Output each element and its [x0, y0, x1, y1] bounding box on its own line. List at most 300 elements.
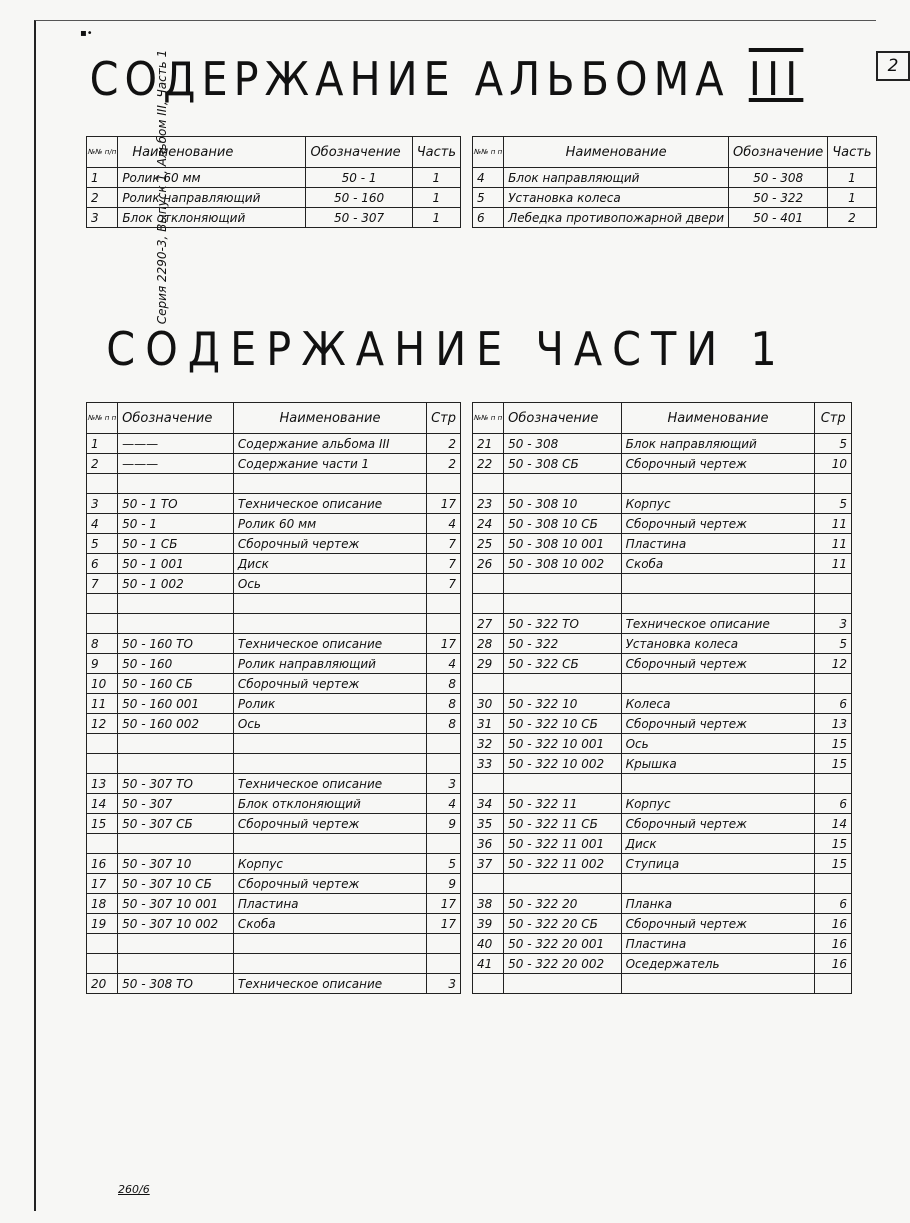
cell-name: Установка колеса — [504, 188, 729, 208]
cell-page: 6 — [815, 794, 852, 814]
cell-code — [504, 574, 621, 594]
col-name-header: Наименование — [621, 403, 815, 434]
table-row — [87, 554, 461, 574]
cell-name: Сборочный чертеж — [621, 814, 815, 834]
cell-code — [118, 614, 234, 634]
table-row — [87, 874, 461, 894]
table-header-row — [473, 137, 877, 168]
cell-name: Корпус — [621, 494, 815, 514]
table-row — [87, 454, 461, 474]
cell-name: Пластина — [621, 534, 815, 554]
cell-name: Сборочный чертеж — [233, 534, 426, 554]
cell-code: 50 - 307 СБ — [118, 814, 234, 834]
cell-code: ——— — [118, 454, 234, 474]
cell-n: 31 — [473, 714, 504, 734]
album-right-body — [473, 168, 877, 228]
cell-part: 1 — [828, 188, 876, 208]
cell-code: 50 - 307 ТО — [118, 774, 234, 794]
cell-code: 50 - 160 002 — [118, 714, 234, 734]
cell-code — [118, 594, 234, 614]
cell-name: Ролик 60 мм — [118, 168, 306, 188]
cell-name — [233, 474, 426, 494]
cell-page: 8 — [427, 714, 461, 734]
cell-part: 1 — [412, 188, 460, 208]
table-row — [473, 454, 852, 474]
table-row — [473, 714, 852, 734]
table-row — [87, 774, 461, 794]
cell-code: 50 - 1 — [306, 168, 412, 188]
cell-page: 9 — [427, 814, 461, 834]
table-row — [473, 188, 877, 208]
cell-page: 15 — [815, 734, 852, 754]
table-row — [87, 734, 461, 754]
cell-name: Блок направляющий — [504, 168, 729, 188]
table-row — [473, 734, 852, 754]
table-row — [473, 514, 852, 534]
table-row — [87, 834, 461, 854]
cell-n: 41 — [473, 954, 504, 974]
table-row — [473, 434, 852, 454]
cell-n: 7 — [87, 574, 118, 594]
cell-code: 50 - 322 10 — [504, 694, 621, 714]
cell-page: 14 — [815, 814, 852, 834]
cell-n — [473, 474, 504, 494]
cell-n: 5 — [473, 188, 504, 208]
cell-code: 50 - 322 11 002 — [504, 854, 621, 874]
cell-name: Сборочный чертеж — [621, 714, 815, 734]
cell-n — [87, 614, 118, 634]
part-right-body — [473, 434, 852, 994]
cell-n: 19 — [87, 914, 118, 934]
cell-page — [427, 734, 461, 754]
cell-name — [621, 474, 815, 494]
cell-n: 23 — [473, 494, 504, 514]
cell-n — [473, 874, 504, 894]
cell-n: 14 — [87, 794, 118, 814]
cell-name: Блок направляющий — [621, 434, 815, 454]
cell-code: 50 - 322 20 002 — [504, 954, 621, 974]
cell-page: 9 — [427, 874, 461, 894]
cell-name: Ролик направляющий — [233, 654, 426, 674]
cell-page: 17 — [427, 634, 461, 654]
cell-code — [504, 974, 621, 994]
cell-code: 50 - 1 — [118, 514, 234, 534]
col-name-header: Наименование — [118, 137, 306, 168]
cell-name — [621, 594, 815, 614]
table-row — [473, 814, 852, 834]
cell-n: 37 — [473, 854, 504, 874]
cell-name: Сборочный чертеж — [621, 654, 815, 674]
cell-name: Ролик направляющий — [118, 188, 306, 208]
cell-n — [473, 574, 504, 594]
album-roman-numeral: III — [748, 52, 804, 106]
cell-code: 50 - 322 — [504, 634, 621, 654]
cell-page — [815, 974, 852, 994]
cell-name: Блок отклоняющий — [233, 794, 426, 814]
col-num-header: №№ п п — [87, 403, 118, 434]
cell-page — [815, 594, 852, 614]
cell-page: 3 — [427, 774, 461, 794]
table-row — [87, 534, 461, 554]
col-part-header: Часть — [412, 137, 460, 168]
cell-n: 1 — [87, 168, 118, 188]
cell-code: 50 - 307 10 002 — [118, 914, 234, 934]
cell-name: Колеса — [621, 694, 815, 714]
table-row — [87, 894, 461, 914]
corner-mark: ▪• — [80, 28, 93, 39]
cell-code: 50 - 322 11 — [504, 794, 621, 814]
part-left-body — [87, 434, 461, 994]
cell-n: 22 — [473, 454, 504, 474]
cell-n: 24 — [473, 514, 504, 534]
col-page-header: Стр — [815, 403, 852, 434]
part-table-left — [86, 402, 461, 994]
cell-n: 9 — [87, 654, 118, 674]
cell-n: 30 — [473, 694, 504, 714]
cell-n: 3 — [87, 494, 118, 514]
cell-page: 8 — [427, 694, 461, 714]
table-row — [87, 574, 461, 594]
cell-name — [233, 734, 426, 754]
table-header-row — [87, 137, 461, 168]
cell-page: 12 — [815, 654, 852, 674]
cell-n: 11 — [87, 694, 118, 714]
cell-page: 7 — [427, 574, 461, 594]
col-num-header: №№ п п — [473, 403, 504, 434]
table-row — [87, 434, 461, 454]
col-code-header: Обозначение — [504, 403, 621, 434]
cell-page — [815, 874, 852, 894]
table-row — [473, 554, 852, 574]
cell-code: 50 - 160 — [118, 654, 234, 674]
cell-page: 4 — [427, 794, 461, 814]
cell-n — [87, 954, 118, 974]
cell-code — [118, 734, 234, 754]
cell-name — [233, 614, 426, 634]
cell-name: Ролик 60 мм — [233, 514, 426, 534]
cell-page: 5 — [815, 634, 852, 654]
cell-n: 32 — [473, 734, 504, 754]
cell-code: 50 - 160 СБ — [118, 674, 234, 694]
cell-n — [87, 474, 118, 494]
cell-name — [233, 834, 426, 854]
cell-page — [815, 474, 852, 494]
cell-code: 50 - 308 СБ — [504, 454, 621, 474]
table-row — [87, 168, 461, 188]
cell-n: 15 — [87, 814, 118, 834]
table-row — [473, 794, 852, 814]
album-table-left — [86, 136, 461, 228]
cell-page: 2 — [427, 454, 461, 474]
cell-code: 50 - 322 11 001 — [504, 834, 621, 854]
table-row — [473, 574, 852, 594]
cell-code: 50 - 308 10 001 — [504, 534, 621, 554]
cell-name — [621, 774, 815, 794]
table-row — [87, 714, 461, 734]
cell-page — [427, 474, 461, 494]
table-row — [87, 494, 461, 514]
table-row — [473, 594, 852, 614]
cell-n — [473, 974, 504, 994]
cell-page: 15 — [815, 854, 852, 874]
cell-page: 4 — [427, 654, 461, 674]
table-row — [473, 974, 852, 994]
table-row — [87, 814, 461, 834]
table-row — [473, 674, 852, 694]
cell-name: Пластина — [621, 934, 815, 954]
cell-n: 35 — [473, 814, 504, 834]
cell-name: Установка колеса — [621, 634, 815, 654]
cell-page: 5 — [815, 434, 852, 454]
col-code-header: Обозначение — [306, 137, 412, 168]
table-row — [473, 534, 852, 554]
cell-code — [504, 874, 621, 894]
cell-name — [621, 874, 815, 894]
cell-page: 7 — [427, 554, 461, 574]
table-row — [87, 794, 461, 814]
cell-n: 34 — [473, 794, 504, 814]
cell-page: 17 — [427, 914, 461, 934]
table-row — [473, 894, 852, 914]
cell-name: Содержание альбома III — [233, 434, 426, 454]
series-side-label: Серия 2290-3, Выпуск 1, Альбом III, Часть 1 — [155, 49, 169, 325]
cell-code: 50 - 401 — [729, 208, 828, 228]
table-row — [473, 874, 852, 894]
cell-name: Ось — [233, 714, 426, 734]
col-num-header: №№ п/п — [87, 137, 118, 168]
cell-name — [233, 934, 426, 954]
cell-code: 50 - 322 20 001 — [504, 934, 621, 954]
cell-name: Сборочный чертеж — [233, 874, 426, 894]
cell-page — [427, 754, 461, 774]
cell-code — [118, 754, 234, 774]
cell-n: 27 — [473, 614, 504, 634]
table-row — [87, 594, 461, 614]
table-row — [87, 854, 461, 874]
cell-n — [87, 834, 118, 854]
col-code-header: Обозначение — [729, 137, 828, 168]
cell-page: 6 — [815, 694, 852, 714]
cell-n: 10 — [87, 674, 118, 694]
cell-code — [118, 474, 234, 494]
cell-code: 50 - 160 001 — [118, 694, 234, 714]
part-contents-title: СОДЕРЖАНИЕ ЧАСТИ 1 — [106, 322, 787, 376]
cell-n: 26 — [473, 554, 504, 574]
cell-page: 16 — [815, 914, 852, 934]
table-row — [473, 634, 852, 654]
cell-n — [473, 594, 504, 614]
cell-name: Техническое описание — [233, 494, 426, 514]
cell-code: 50 - 308 ТО — [118, 974, 234, 994]
cell-name: Диск — [233, 554, 426, 574]
album-title-text: СОДЕРЖАНИЕ АЛЬБОМА — [89, 52, 730, 106]
cell-code: 50 - 308 — [729, 168, 828, 188]
cell-n: 28 — [473, 634, 504, 654]
cell-n: 17 — [87, 874, 118, 894]
cell-page: 6 — [815, 894, 852, 914]
table-row — [87, 634, 461, 654]
col-page-header: Стр — [427, 403, 461, 434]
table-row — [473, 834, 852, 854]
cell-page — [815, 774, 852, 794]
col-part-header: Часть — [828, 137, 876, 168]
cell-page: 11 — [815, 514, 852, 534]
cell-part: 1 — [412, 208, 460, 228]
cell-name: Планка — [621, 894, 815, 914]
cell-n: 16 — [87, 854, 118, 874]
page-number: 2 — [876, 51, 910, 81]
cell-n: 18 — [87, 894, 118, 914]
cell-name: Ступица — [621, 854, 815, 874]
table-row — [473, 774, 852, 794]
cell-code: 50 - 307 10 — [118, 854, 234, 874]
footer-note: 260/6 — [118, 1183, 150, 1196]
cell-n — [87, 754, 118, 774]
cell-code: 50 - 1 ТО — [118, 494, 234, 514]
table-row — [87, 208, 461, 228]
cell-page: 3 — [815, 614, 852, 634]
part-table-right — [472, 402, 852, 994]
table-header-row — [87, 403, 461, 434]
cell-page: 15 — [815, 754, 852, 774]
cell-name — [233, 754, 426, 774]
cell-code — [504, 594, 621, 614]
cell-n — [87, 594, 118, 614]
table-row — [473, 494, 852, 514]
table-row — [473, 654, 852, 674]
cell-code: 50 - 322 СБ — [504, 654, 621, 674]
cell-page: 16 — [815, 934, 852, 954]
cell-page: 17 — [427, 494, 461, 514]
cell-part: 1 — [412, 168, 460, 188]
cell-name: Пластина — [233, 894, 426, 914]
cell-n: 40 — [473, 934, 504, 954]
cell-n: 5 — [87, 534, 118, 554]
col-code-header: Обозначение — [118, 403, 234, 434]
cell-code — [118, 954, 234, 974]
album-contents-title — [0, 52, 893, 106]
cell-name: Блок отклоняющий — [118, 208, 306, 228]
cell-name: Крышка — [621, 754, 815, 774]
cell-name: Лебедка противопожарной двери — [504, 208, 729, 228]
cell-name: Сборочный чертеж — [233, 674, 426, 694]
table-row — [473, 754, 852, 774]
cell-page: 15 — [815, 834, 852, 854]
cell-n — [473, 674, 504, 694]
cell-name: Техническое описание — [233, 974, 426, 994]
cell-code — [118, 934, 234, 954]
cell-code — [504, 774, 621, 794]
cell-n: 39 — [473, 914, 504, 934]
table-row — [87, 188, 461, 208]
cell-page: 7 — [427, 534, 461, 554]
cell-page: 13 — [815, 714, 852, 734]
col-name-header: Наименование — [504, 137, 729, 168]
cell-name: Сборочный чертеж — [621, 514, 815, 534]
cell-n: 2 — [87, 454, 118, 474]
cell-name: Сборочный чертеж — [621, 914, 815, 934]
cell-n — [87, 934, 118, 954]
cell-code: 50 - 160 ТО — [118, 634, 234, 654]
table-row — [87, 974, 461, 994]
cell-part: 1 — [828, 168, 876, 188]
cell-page — [815, 674, 852, 694]
cell-page: 5 — [427, 854, 461, 874]
cell-n: 3 — [87, 208, 118, 228]
cell-page — [427, 934, 461, 954]
cell-n: 36 — [473, 834, 504, 854]
cell-code: 50 - 307 — [306, 208, 412, 228]
cell-n: 4 — [87, 514, 118, 534]
cell-name: Диск — [621, 834, 815, 854]
cell-name: Корпус — [233, 854, 426, 874]
album-table-right — [472, 136, 877, 228]
cell-part: 2 — [828, 208, 876, 228]
table-row — [87, 954, 461, 974]
cell-page: 8 — [427, 674, 461, 694]
cell-code — [118, 834, 234, 854]
cell-code: 50 - 160 — [306, 188, 412, 208]
cell-code: 50 - 1 СБ — [118, 534, 234, 554]
cell-code — [504, 474, 621, 494]
cell-name — [621, 974, 815, 994]
cell-n — [87, 734, 118, 754]
cell-code: 50 - 322 ТО — [504, 614, 621, 634]
cell-code: 50 - 322 20 СБ — [504, 914, 621, 934]
cell-code: 50 - 322 11 СБ — [504, 814, 621, 834]
cell-code: 50 - 1 002 — [118, 574, 234, 594]
cell-code — [504, 674, 621, 694]
cell-page — [815, 574, 852, 594]
table-row — [87, 614, 461, 634]
table-row — [87, 654, 461, 674]
album-left-body — [87, 168, 461, 228]
cell-name: Скоба — [621, 554, 815, 574]
cell-n: 4 — [473, 168, 504, 188]
cell-name — [233, 954, 426, 974]
cell-code: 50 - 1 001 — [118, 554, 234, 574]
cell-page: 11 — [815, 534, 852, 554]
cell-n: 38 — [473, 894, 504, 914]
cell-name: Техническое описание — [233, 774, 426, 794]
cell-code: 50 - 322 10 СБ — [504, 714, 621, 734]
table-row — [87, 474, 461, 494]
table-row — [473, 694, 852, 714]
cell-name: Корпус — [621, 794, 815, 814]
cell-n: 6 — [87, 554, 118, 574]
cell-name: Скоба — [233, 914, 426, 934]
cell-code: 50 - 322 10 001 — [504, 734, 621, 754]
table-row — [473, 168, 877, 188]
cell-page: 2 — [427, 434, 461, 454]
table-row — [473, 614, 852, 634]
cell-name: Сборочный чертеж — [621, 454, 815, 474]
cell-n: 20 — [87, 974, 118, 994]
cell-page — [427, 594, 461, 614]
cell-n: 25 — [473, 534, 504, 554]
cell-n — [473, 774, 504, 794]
cell-name — [621, 674, 815, 694]
cell-name: Содержание части 1 — [233, 454, 426, 474]
table-row — [473, 934, 852, 954]
cell-page: 4 — [427, 514, 461, 534]
cell-code: 50 - 322 10 002 — [504, 754, 621, 774]
table-row — [473, 208, 877, 228]
cell-page: 3 — [427, 974, 461, 994]
table-row — [87, 694, 461, 714]
cell-code: 50 - 322 20 — [504, 894, 621, 914]
table-row — [87, 514, 461, 534]
